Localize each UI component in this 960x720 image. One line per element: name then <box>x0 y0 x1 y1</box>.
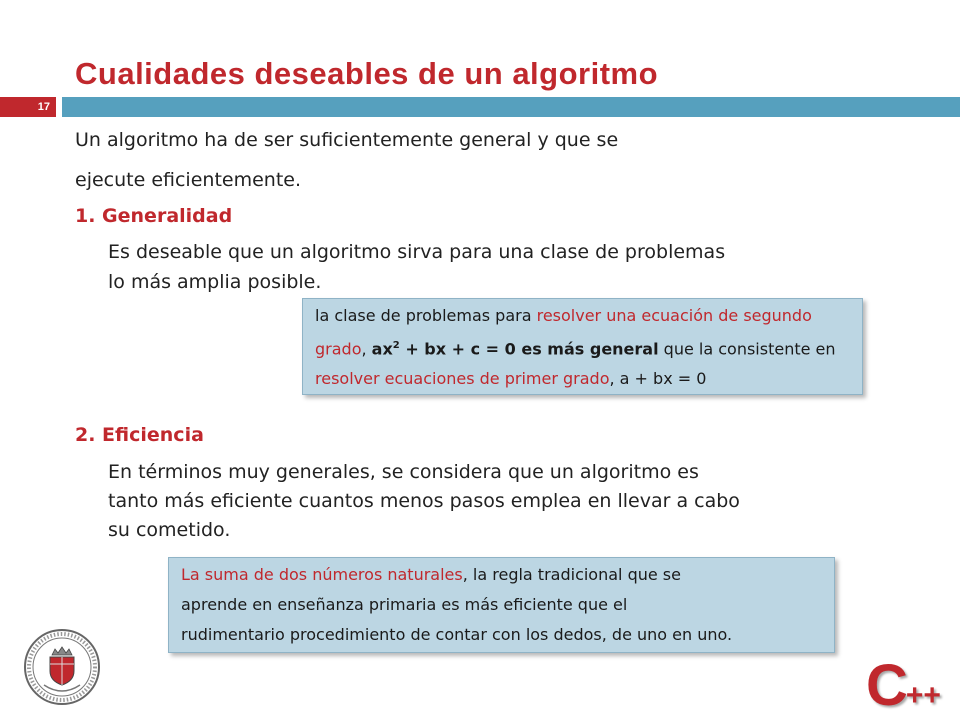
note-generalidad <box>302 298 863 395</box>
eficiencia-line-2: tanto más eficiente cuantos menos pasos emplea en llevar a cabo <box>108 490 740 512</box>
note-eficiencia-line-1: La suma de dos números naturales, la regla tradicional que se <box>181 565 681 584</box>
cpp-logo <box>866 652 941 719</box>
intro-line-1: Un algoritmo ha de ser suficientemente general y que se <box>75 129 619 151</box>
note-generalidad-line-3: resolver ecuaciones de primer grado, a + bx = 0 <box>315 369 707 389</box>
intro-line-2: ejecute eficientemente. <box>75 169 301 191</box>
generalidad-line-1: Es deseable que un algoritmo sirva para una clase de problemas <box>108 241 726 263</box>
slide-number: 17 <box>0 97 56 117</box>
generalidad-line-2: lo más amplia posible. <box>108 271 322 293</box>
eficiencia-line-3: su cometido. <box>108 519 231 541</box>
title-bar <box>62 97 960 117</box>
eficiencia-line-1: En términos muy generales, se considera que un algoritmo es <box>108 461 699 483</box>
note-eficiencia-line-2: aprende en enseñanza primaria es más eficiente que el <box>181 595 628 614</box>
university-seal-icon <box>22 627 102 707</box>
cpp-logo-c: C <box>866 653 906 718</box>
note-eficiencia-line-3: rudimentario procedimiento de contar con los dedos, de uno en uno. <box>181 625 733 644</box>
heading-eficiencia: 2. Eficiencia <box>75 424 204 446</box>
note-eficiencia <box>168 557 835 653</box>
cpp-logo-plus: ++ <box>905 679 941 712</box>
slide-title: Cualidades deseables de un algoritmo <box>75 56 659 91</box>
note-generalidad-line-1: la clase de problemas para resolver una ecuación de segundo <box>315 306 812 325</box>
heading-generalidad: 1. Generalidad <box>75 205 233 227</box>
note-generalidad-line-2: grado, $ax^2$ + bx + c = 0 es más general que la consistente en <box>315 339 836 359</box>
